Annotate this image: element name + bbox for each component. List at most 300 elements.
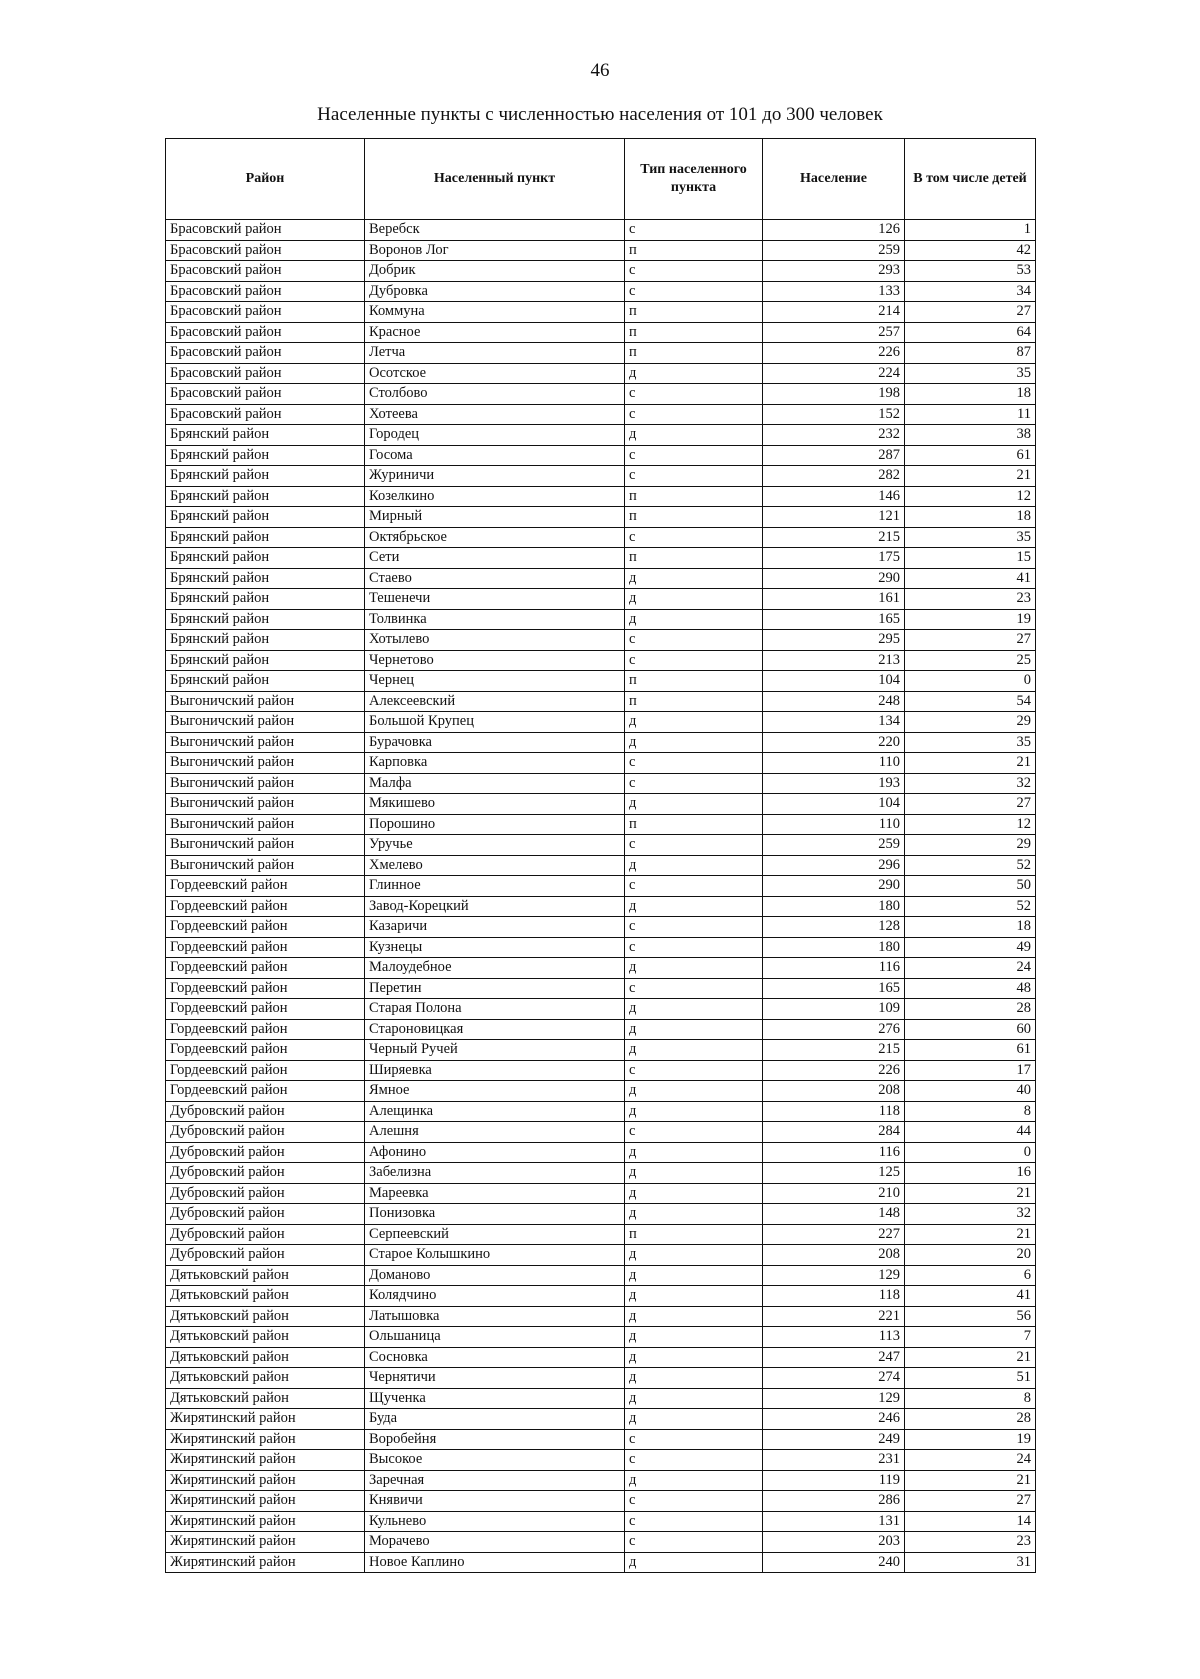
cell-type: с [625, 466, 763, 487]
cell-population: 259 [763, 240, 905, 261]
cell-settlement: Латышовка [365, 1306, 625, 1327]
cell-district: Дубровский район [166, 1142, 365, 1163]
cell-settlement: Алещинка [365, 1101, 625, 1122]
cell-population: 259 [763, 835, 905, 856]
page-title: Населенные пункты с численностью населения от 101 до 300 человек [317, 104, 883, 125]
cell-settlement: Завод-Корецкий [365, 896, 625, 917]
cell-settlement: Глинное [365, 876, 625, 897]
cell-settlement: Воронов Лог [365, 240, 625, 261]
cell-population: 180 [763, 896, 905, 917]
cell-district: Выгоничский район [166, 773, 365, 794]
table-row [166, 1040, 1036, 1061]
table-row [166, 1245, 1036, 1266]
cell-population: 295 [763, 630, 905, 651]
table-row [166, 876, 1036, 897]
cell-population: 119 [763, 1470, 905, 1491]
cell-type: д [625, 1552, 763, 1573]
cell-district: Брянский район [166, 568, 365, 589]
cell-settlement: Перетин [365, 978, 625, 999]
cell-settlement: Журиничи [365, 466, 625, 487]
cell-type: д [625, 1388, 763, 1409]
cell-settlement: Заречная [365, 1470, 625, 1491]
cell-population: 109 [763, 999, 905, 1020]
cell-population: 129 [763, 1388, 905, 1409]
cell-type: д [625, 1368, 763, 1389]
cell-settlement: Ширяевка [365, 1060, 625, 1081]
cell-children: 28 [905, 1409, 1036, 1430]
table-row [166, 794, 1036, 815]
table-row [166, 240, 1036, 261]
cell-district: Жирятинский район [166, 1470, 365, 1491]
cell-population: 110 [763, 814, 905, 835]
cell-children: 27 [905, 794, 1036, 815]
table-row [166, 958, 1036, 979]
cell-population: 246 [763, 1409, 905, 1430]
cell-children: 21 [905, 753, 1036, 774]
cell-population: 290 [763, 568, 905, 589]
cell-population: 110 [763, 753, 905, 774]
header-children: В том числе детей [905, 139, 1036, 220]
cell-settlement: Уручье [365, 835, 625, 856]
cell-population: 121 [763, 507, 905, 528]
cell-population: 126 [763, 220, 905, 241]
cell-children: 54 [905, 691, 1036, 712]
header-settlement-type: Тип населенного пункта [625, 139, 763, 220]
cell-type: п [625, 322, 763, 343]
cell-settlement: Воробейня [365, 1429, 625, 1450]
cell-population: 232 [763, 425, 905, 446]
cell-settlement: Старое Колышкино [365, 1245, 625, 1266]
table-row [166, 404, 1036, 425]
table-row [166, 1142, 1036, 1163]
header-row [166, 139, 1036, 220]
cell-type: д [625, 1019, 763, 1040]
cell-type: с [625, 650, 763, 671]
cell-population: 133 [763, 281, 905, 302]
cell-children: 0 [905, 1142, 1036, 1163]
table-row [166, 527, 1036, 548]
cell-children: 61 [905, 445, 1036, 466]
cell-district: Выгоничский район [166, 691, 365, 712]
cell-children: 6 [905, 1265, 1036, 1286]
table-row [166, 220, 1036, 241]
cell-population: 118 [763, 1286, 905, 1307]
cell-settlement: Новое Каплино [365, 1552, 625, 1573]
cell-type: д [625, 1040, 763, 1061]
cell-type: д [625, 1347, 763, 1368]
cell-district: Гордеевский район [166, 876, 365, 897]
cell-settlement: Афонино [365, 1142, 625, 1163]
cell-children: 16 [905, 1163, 1036, 1184]
cell-district: Брасовский район [166, 384, 365, 405]
cell-children: 19 [905, 609, 1036, 630]
cell-children: 32 [905, 773, 1036, 794]
cell-type: д [625, 732, 763, 753]
table-row [166, 650, 1036, 671]
cell-settlement: Сосновка [365, 1347, 625, 1368]
cell-children: 29 [905, 712, 1036, 733]
cell-settlement: Сети [365, 548, 625, 569]
cell-type: д [625, 1265, 763, 1286]
cell-type: д [625, 1470, 763, 1491]
cell-settlement: Алешня [365, 1122, 625, 1143]
cell-children: 1 [905, 220, 1036, 241]
cell-population: 198 [763, 384, 905, 405]
cell-district: Жирятинский район [166, 1450, 365, 1471]
cell-settlement: Высокое [365, 1450, 625, 1471]
cell-type: п [625, 691, 763, 712]
cell-settlement: Забелизна [365, 1163, 625, 1184]
cell-district: Дятьковский район [166, 1265, 365, 1286]
cell-type: с [625, 1122, 763, 1143]
cell-district: Брянский район [166, 589, 365, 610]
cell-district: Дубровский район [166, 1122, 365, 1143]
cell-district: Брянский район [166, 486, 365, 507]
cell-type: д [625, 958, 763, 979]
cell-children: 20 [905, 1245, 1036, 1266]
cell-settlement: Чернятичи [365, 1368, 625, 1389]
table-row [166, 1511, 1036, 1532]
cell-type: с [625, 261, 763, 282]
cell-children: 34 [905, 281, 1036, 302]
cell-population: 165 [763, 609, 905, 630]
cell-children: 44 [905, 1122, 1036, 1143]
cell-district: Брянский район [166, 650, 365, 671]
table-row [166, 978, 1036, 999]
cell-settlement: Мякишево [365, 794, 625, 815]
table-row [166, 1204, 1036, 1225]
cell-type: с [625, 527, 763, 548]
cell-settlement: Чернец [365, 671, 625, 692]
cell-population: 227 [763, 1224, 905, 1245]
cell-settlement: Старая Полона [365, 999, 625, 1020]
cell-children: 21 [905, 1183, 1036, 1204]
cell-settlement: Кузнецы [365, 937, 625, 958]
cell-type: с [625, 281, 763, 302]
cell-children: 50 [905, 876, 1036, 897]
cell-district: Гордеевский район [166, 937, 365, 958]
cell-population: 129 [763, 1265, 905, 1286]
cell-settlement: Черный Ручей [365, 1040, 625, 1061]
cell-district: Брянский район [166, 548, 365, 569]
cell-children: 38 [905, 425, 1036, 446]
table-row [166, 1532, 1036, 1553]
cell-settlement: Староновицкая [365, 1019, 625, 1040]
cell-children: 23 [905, 589, 1036, 610]
table-row [166, 589, 1036, 610]
table-row [166, 548, 1036, 569]
cell-settlement: Красное [365, 322, 625, 343]
table-row [166, 835, 1036, 856]
cell-type: д [625, 1306, 763, 1327]
cell-population: 210 [763, 1183, 905, 1204]
cell-settlement: Хотеева [365, 404, 625, 425]
cell-district: Брасовский район [166, 322, 365, 343]
table-row [166, 609, 1036, 630]
table-row [166, 691, 1036, 712]
cell-type: с [625, 978, 763, 999]
table-row [166, 1347, 1036, 1368]
table-row [166, 855, 1036, 876]
cell-type: п [625, 814, 763, 835]
cell-district: Дубровский район [166, 1163, 365, 1184]
cell-type: с [625, 753, 763, 774]
cell-type: д [625, 1142, 763, 1163]
cell-population: 208 [763, 1081, 905, 1102]
cell-children: 27 [905, 630, 1036, 651]
cell-settlement: Веребск [365, 220, 625, 241]
cell-children: 27 [905, 302, 1036, 323]
table-row [166, 1286, 1036, 1307]
cell-children: 0 [905, 671, 1036, 692]
cell-type: д [625, 896, 763, 917]
cell-type: п [625, 507, 763, 528]
cell-children: 11 [905, 404, 1036, 425]
cell-district: Выгоничский район [166, 794, 365, 815]
cell-children: 18 [905, 507, 1036, 528]
cell-district: Брасовский район [166, 220, 365, 241]
cell-population: 224 [763, 363, 905, 384]
cell-type: с [625, 630, 763, 651]
table-row [166, 732, 1036, 753]
cell-population: 213 [763, 650, 905, 671]
cell-type: п [625, 1224, 763, 1245]
cell-children: 51 [905, 1368, 1036, 1389]
cell-type: с [625, 1429, 763, 1450]
table-row [166, 1388, 1036, 1409]
cell-district: Гордеевский район [166, 1060, 365, 1081]
cell-children: 12 [905, 814, 1036, 835]
cell-type: д [625, 1409, 763, 1430]
cell-type: д [625, 1286, 763, 1307]
cell-type: с [625, 404, 763, 425]
cell-settlement: Ямное [365, 1081, 625, 1102]
cell-type: д [625, 425, 763, 446]
table-row [166, 445, 1036, 466]
cell-children: 56 [905, 1306, 1036, 1327]
cell-settlement: Малфа [365, 773, 625, 794]
cell-children: 41 [905, 568, 1036, 589]
cell-children: 35 [905, 527, 1036, 548]
cell-children: 64 [905, 322, 1036, 343]
cell-settlement: Порошино [365, 814, 625, 835]
cell-children: 14 [905, 1511, 1036, 1532]
table-row [166, 507, 1036, 528]
cell-type: п [625, 240, 763, 261]
table-row [166, 814, 1036, 835]
cell-type: д [625, 568, 763, 589]
cell-district: Жирятинский район [166, 1552, 365, 1573]
cell-population: 296 [763, 855, 905, 876]
cell-population: 293 [763, 261, 905, 282]
cell-type: с [625, 917, 763, 938]
cell-district: Брасовский район [166, 240, 365, 261]
cell-district: Выгоничский район [166, 835, 365, 856]
cell-district: Жирятинский район [166, 1429, 365, 1450]
cell-type: с [625, 1532, 763, 1553]
cell-population: 240 [763, 1552, 905, 1573]
cell-district: Гордеевский район [166, 896, 365, 917]
cell-settlement: Алексеевский [365, 691, 625, 712]
cell-population: 203 [763, 1532, 905, 1553]
cell-population: 104 [763, 671, 905, 692]
cell-population: 113 [763, 1327, 905, 1348]
cell-district: Дятьковский район [166, 1368, 365, 1389]
cell-settlement: Понизовка [365, 1204, 625, 1225]
cell-children: 21 [905, 1224, 1036, 1245]
table-row [166, 1450, 1036, 1471]
cell-district: Брасовский район [166, 302, 365, 323]
cell-district: Гордеевский район [166, 917, 365, 938]
cell-children: 52 [905, 855, 1036, 876]
cell-population: 290 [763, 876, 905, 897]
cell-children: 48 [905, 978, 1036, 999]
cell-population: 134 [763, 712, 905, 733]
cell-type: д [625, 712, 763, 733]
table-body [166, 220, 1036, 1573]
cell-population: 282 [763, 466, 905, 487]
cell-type: д [625, 1327, 763, 1348]
cell-district: Выгоничский район [166, 753, 365, 774]
table-row [166, 753, 1036, 774]
cell-district: Жирятинский район [166, 1532, 365, 1553]
cell-type: д [625, 1183, 763, 1204]
cell-settlement: Дубровка [365, 281, 625, 302]
cell-population: 104 [763, 794, 905, 815]
cell-population: 284 [763, 1122, 905, 1143]
cell-district: Брасовский район [166, 363, 365, 384]
table-row [166, 1019, 1036, 1040]
cell-type: д [625, 855, 763, 876]
cell-settlement: Княвичи [365, 1491, 625, 1512]
cell-population: 152 [763, 404, 905, 425]
cell-type: с [625, 220, 763, 241]
cell-type: с [625, 1491, 763, 1512]
cell-population: 180 [763, 937, 905, 958]
table-row [166, 630, 1036, 651]
cell-type: с [625, 835, 763, 856]
cell-population: 125 [763, 1163, 905, 1184]
cell-children: 41 [905, 1286, 1036, 1307]
cell-settlement: Карповка [365, 753, 625, 774]
cell-population: 248 [763, 691, 905, 712]
cell-population: 247 [763, 1347, 905, 1368]
cell-district: Брасовский район [166, 343, 365, 364]
table-row [166, 1265, 1036, 1286]
cell-district: Дятьковский район [166, 1286, 365, 1307]
cell-children: 24 [905, 958, 1036, 979]
cell-settlement: Малоудебное [365, 958, 625, 979]
cell-children: 28 [905, 999, 1036, 1020]
cell-children: 21 [905, 1470, 1036, 1491]
cell-population: 116 [763, 1142, 905, 1163]
cell-district: Дубровский район [166, 1204, 365, 1225]
cell-type: п [625, 486, 763, 507]
cell-type: п [625, 343, 763, 364]
cell-type: с [625, 937, 763, 958]
table-row [166, 466, 1036, 487]
cell-district: Дубровский район [166, 1245, 365, 1266]
table-row [166, 937, 1036, 958]
cell-district: Брянский район [166, 527, 365, 548]
cell-district: Гордеевский район [166, 1040, 365, 1061]
table-row [166, 1224, 1036, 1245]
table-row [166, 322, 1036, 343]
table-row [166, 343, 1036, 364]
cell-type: д [625, 609, 763, 630]
table-row [166, 568, 1036, 589]
cell-settlement: Хотылево [365, 630, 625, 651]
cell-settlement: Осотское [365, 363, 625, 384]
table-row [166, 384, 1036, 405]
header-district: Район [166, 139, 365, 220]
table-row [166, 1081, 1036, 1102]
cell-settlement: Стаево [365, 568, 625, 589]
cell-settlement: Большой Крупец [365, 712, 625, 733]
table-row [166, 1491, 1036, 1512]
cell-population: 131 [763, 1511, 905, 1532]
cell-district: Брянский район [166, 425, 365, 446]
cell-district: Дятьковский район [166, 1347, 365, 1368]
cell-population: 214 [763, 302, 905, 323]
cell-type: п [625, 671, 763, 692]
cell-district: Дубровский район [166, 1183, 365, 1204]
cell-district: Брянский район [166, 630, 365, 651]
cell-settlement: Ольшаница [365, 1327, 625, 1348]
cell-settlement: Чернетово [365, 650, 625, 671]
cell-settlement: Городец [365, 425, 625, 446]
cell-settlement: Доманово [365, 1265, 625, 1286]
cell-settlement: Бурачовка [365, 732, 625, 753]
table-row [166, 486, 1036, 507]
cell-type: с [625, 445, 763, 466]
cell-population: 221 [763, 1306, 905, 1327]
table-row [166, 302, 1036, 323]
header-population: Население [763, 139, 905, 220]
cell-children: 18 [905, 917, 1036, 938]
cell-children: 25 [905, 650, 1036, 671]
cell-population: 161 [763, 589, 905, 610]
cell-type: д [625, 794, 763, 815]
cell-type: д [625, 1204, 763, 1225]
cell-children: 15 [905, 548, 1036, 569]
cell-settlement: Коммуна [365, 302, 625, 323]
cell-population: 118 [763, 1101, 905, 1122]
cell-children: 32 [905, 1204, 1036, 1225]
cell-population: 257 [763, 322, 905, 343]
cell-children: 35 [905, 363, 1036, 384]
table-row [166, 773, 1036, 794]
cell-children: 12 [905, 486, 1036, 507]
cell-children: 23 [905, 1532, 1036, 1553]
cell-district: Выгоничский район [166, 855, 365, 876]
cell-type: д [625, 1245, 763, 1266]
cell-type: д [625, 589, 763, 610]
table-row [166, 712, 1036, 733]
table-row [166, 999, 1036, 1020]
cell-type: п [625, 302, 763, 323]
table-row [166, 1368, 1036, 1389]
cell-district: Гордеевский район [166, 1081, 365, 1102]
table-row [166, 1183, 1036, 1204]
cell-children: 8 [905, 1101, 1036, 1122]
cell-district: Брасовский район [166, 261, 365, 282]
cell-settlement: Толвинка [365, 609, 625, 630]
cell-type: д [625, 1081, 763, 1102]
cell-children: 18 [905, 384, 1036, 405]
cell-population: 215 [763, 1040, 905, 1061]
cell-population: 231 [763, 1450, 905, 1471]
